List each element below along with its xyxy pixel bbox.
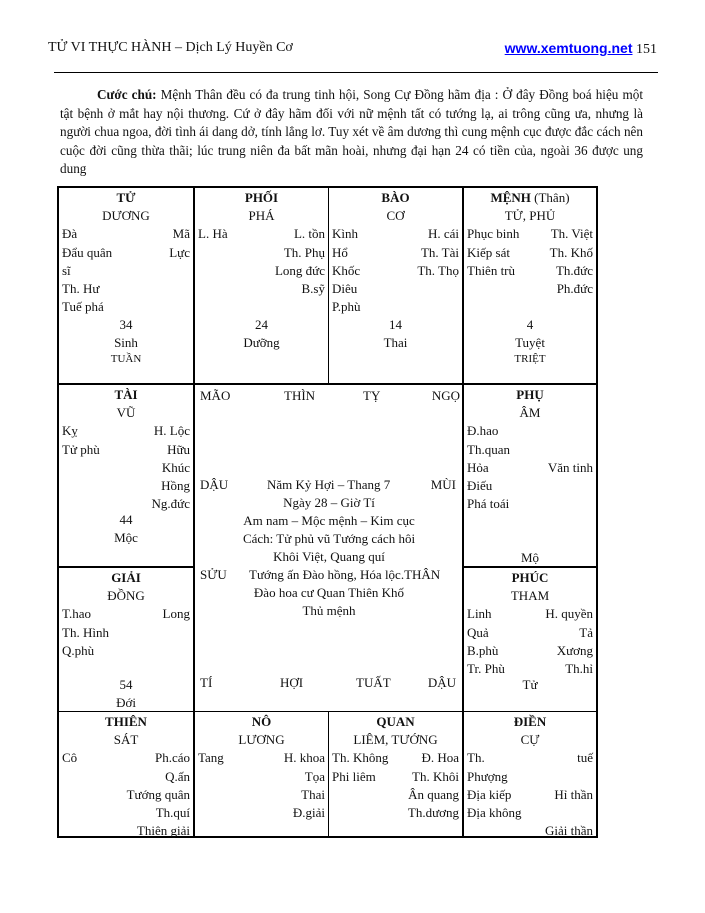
star-left: Linh bbox=[467, 606, 492, 622]
branch-thin: THÌN bbox=[284, 388, 316, 403]
footnote bbox=[60, 86, 643, 179]
star-row bbox=[59, 280, 193, 298]
star-left: Hổ bbox=[332, 244, 348, 260]
star-row bbox=[464, 822, 596, 840]
star-row bbox=[329, 804, 462, 822]
palace-name: TỬ bbox=[116, 190, 136, 205]
life-stage: Đới bbox=[116, 695, 136, 711]
star-left: Tử phù bbox=[62, 441, 100, 457]
palace-phuc bbox=[464, 568, 596, 711]
center-line-3: Am nam – Mộc mệnh – Kim cục bbox=[243, 513, 415, 528]
star-right: Th.quí bbox=[155, 805, 190, 821]
star-right: Th.hỉ bbox=[565, 661, 593, 677]
life-stage: Mộ bbox=[520, 550, 540, 565]
star-left: Diêu bbox=[332, 281, 358, 297]
star-row bbox=[464, 459, 596, 477]
major-star: LƯƠNG bbox=[238, 732, 285, 748]
star-row bbox=[329, 786, 462, 804]
star-right: Ph.đức bbox=[556, 281, 593, 297]
major-star: VŨ bbox=[116, 405, 136, 421]
life-stage: Dưỡng bbox=[243, 335, 280, 351]
star-right: tuế bbox=[577, 750, 593, 766]
star-left: Địa không bbox=[467, 805, 522, 821]
star-left: Quả bbox=[467, 624, 489, 640]
palace-phu bbox=[464, 385, 596, 566]
branch-mao: MÃO bbox=[200, 388, 231, 403]
star-right: Th. Khôi bbox=[412, 768, 459, 784]
page-header bbox=[48, 40, 657, 60]
star-right: Mã bbox=[172, 226, 190, 242]
star-right: Xương bbox=[556, 642, 593, 658]
palace-name: PHỤ bbox=[516, 387, 544, 402]
star-left: Cô bbox=[62, 750, 78, 766]
star-row bbox=[59, 749, 193, 767]
star-left: Đà bbox=[62, 226, 78, 242]
palace-dien bbox=[464, 712, 596, 839]
star-left: Phi liêm bbox=[332, 768, 376, 784]
star-right: Khúc bbox=[161, 459, 190, 475]
star-row bbox=[464, 280, 596, 298]
star-row bbox=[464, 477, 596, 495]
star-right: L. tồn bbox=[293, 226, 325, 242]
star-right: Tả bbox=[579, 624, 593, 640]
star-row bbox=[464, 441, 596, 459]
star-left: Th. bbox=[467, 750, 485, 766]
star-right: Th.đức bbox=[555, 262, 593, 278]
star-right: Ng.đức bbox=[151, 496, 190, 512]
star-left: Phá toái bbox=[467, 496, 510, 512]
star-right: Hữu bbox=[167, 441, 190, 457]
branch-tuat: TUẤT bbox=[356, 675, 391, 690]
website-link[interactable]: www.xemtuong.net bbox=[504, 40, 633, 56]
void-mark: TRIỆT bbox=[514, 353, 546, 366]
star-row bbox=[329, 262, 462, 280]
star-left: Điếu bbox=[467, 478, 493, 494]
center-line-1: Năm Kỷ Hợi – Thang 7 bbox=[267, 477, 391, 492]
star-row bbox=[464, 495, 596, 513]
star-right: Th. Khố bbox=[549, 244, 593, 260]
major-star: THAM bbox=[510, 588, 550, 604]
star-row bbox=[59, 459, 193, 477]
palace-giai bbox=[59, 568, 193, 711]
major-star: CỰ bbox=[520, 732, 540, 748]
branch-ngo: NGỌ bbox=[431, 388, 460, 403]
star-right: H. quyền bbox=[545, 606, 593, 622]
life-stage: Tử bbox=[522, 677, 538, 692]
header-right bbox=[505, 40, 657, 58]
star-right: Đ. Hoa bbox=[421, 750, 459, 766]
branch-than: THÂN bbox=[404, 567, 441, 582]
star-row bbox=[195, 786, 328, 804]
star-left: Q.phù bbox=[62, 642, 95, 658]
palace-name: PHỐI bbox=[244, 190, 279, 205]
star-left: Tr. Phù bbox=[467, 661, 505, 677]
star-right: Long bbox=[162, 606, 190, 622]
star-row bbox=[329, 749, 462, 767]
star-left: T.hao bbox=[62, 606, 91, 622]
palace-name: MỆNH (Thân) bbox=[490, 190, 570, 205]
star-row bbox=[195, 804, 328, 822]
star-right: Hỉ thần bbox=[554, 786, 593, 802]
palace-quan bbox=[329, 712, 462, 836]
decade-age: 44 bbox=[119, 512, 133, 527]
major-star: DƯƠNG bbox=[102, 208, 150, 224]
major-star: CƠ bbox=[386, 208, 405, 224]
star-left: Đ.hao bbox=[467, 423, 499, 439]
star-row bbox=[59, 768, 193, 786]
star-row bbox=[59, 642, 193, 660]
book-title: TỬ VI THỰC HÀNH – Dịch Lý Huyền Cơ bbox=[48, 40, 293, 55]
star-row bbox=[59, 262, 193, 280]
star-row bbox=[464, 225, 596, 243]
star-row bbox=[329, 280, 462, 298]
palace-name: THIÊN bbox=[105, 714, 147, 729]
star-left: Th. Hư bbox=[62, 281, 100, 297]
star-row bbox=[59, 624, 193, 642]
star-row bbox=[329, 225, 462, 243]
star-right: Long đức bbox=[274, 262, 325, 278]
star-left: Th.quan bbox=[467, 441, 510, 457]
star-row bbox=[195, 749, 328, 767]
major-star: LIÊM, TƯỚNG bbox=[353, 732, 438, 748]
star-row bbox=[464, 768, 596, 786]
star-row bbox=[59, 244, 193, 262]
star-row bbox=[464, 642, 596, 660]
star-left: sĩ bbox=[62, 262, 71, 278]
star-row bbox=[59, 225, 193, 243]
star-row bbox=[329, 244, 462, 262]
branch-suu: SỬU bbox=[200, 567, 227, 582]
life-stage: Mộc bbox=[114, 530, 138, 546]
star-row bbox=[59, 786, 193, 804]
star-right: Tọa bbox=[304, 768, 325, 784]
star-left: Tuế phá bbox=[62, 299, 104, 315]
star-left: B.phù bbox=[467, 642, 499, 658]
star-left: Th. Không bbox=[332, 750, 389, 766]
star-row bbox=[195, 262, 328, 280]
palace-name: GIẢI bbox=[111, 570, 141, 585]
horoscope-chart bbox=[57, 186, 598, 838]
star-right: Đ.giải bbox=[292, 805, 325, 821]
star-row bbox=[464, 786, 596, 804]
star-right: Văn tinh bbox=[547, 459, 593, 475]
star-row bbox=[59, 477, 193, 495]
major-star: SÁT bbox=[113, 732, 139, 748]
major-star: ÂM bbox=[519, 405, 541, 421]
star-right: H. Lộc bbox=[153, 423, 190, 439]
decade-age: 14 bbox=[389, 317, 402, 332]
star-row bbox=[464, 422, 596, 440]
star-right: Ân quang bbox=[408, 786, 459, 802]
star-right: B.sỹ bbox=[301, 281, 325, 297]
palace-name: PHÚC bbox=[511, 570, 549, 585]
star-right: Th. Phụ bbox=[283, 244, 325, 260]
star-row bbox=[195, 280, 328, 298]
star-left: Hỏa bbox=[467, 459, 489, 475]
branch-dau-bottom: DẬU bbox=[427, 675, 456, 690]
branch-mui: MÙI bbox=[430, 477, 456, 492]
star-right: Tướng quân bbox=[126, 786, 190, 802]
star-row bbox=[464, 605, 596, 623]
palace-name: QUAN bbox=[376, 714, 415, 729]
star-row bbox=[195, 244, 328, 262]
star-left: Kỵ bbox=[62, 423, 78, 439]
palace-tai bbox=[59, 385, 193, 566]
palace-name: BÀO bbox=[381, 190, 410, 205]
star-row bbox=[329, 298, 462, 316]
life-stage: Tuyệt bbox=[515, 335, 545, 351]
star-row bbox=[195, 225, 328, 243]
star-right: Thiên giải bbox=[136, 823, 190, 839]
star-right: Giải thần bbox=[544, 823, 593, 839]
center-line-8: Thủ mệnh bbox=[302, 603, 356, 618]
major-star: ĐỒNG bbox=[107, 588, 145, 604]
star-left: Tang bbox=[198, 750, 224, 766]
star-left: Khốc bbox=[332, 262, 361, 278]
star-row bbox=[59, 605, 193, 623]
palace-name: NÔ bbox=[251, 714, 272, 729]
decade-age: 4 bbox=[526, 317, 534, 332]
major-star: PHÁ bbox=[248, 208, 275, 224]
star-right: H. khoa bbox=[283, 750, 325, 766]
star-row bbox=[59, 822, 193, 840]
decade-age: 34 bbox=[119, 317, 133, 332]
star-row bbox=[464, 624, 596, 642]
star-row bbox=[329, 768, 462, 786]
star-right: Th.dương bbox=[407, 805, 459, 821]
star-right: Thai bbox=[301, 786, 325, 802]
life-stage: Sinh bbox=[114, 335, 138, 351]
palace-name: ĐIỀN bbox=[513, 714, 547, 729]
palace-menh bbox=[464, 188, 596, 383]
center-line-5: Khôi Việt, Quang quí bbox=[273, 549, 385, 564]
star-left: Phục binh bbox=[467, 226, 520, 242]
star-row bbox=[464, 804, 596, 822]
center-line-6: Tướng ấn Đào hồng, Hóa lộc.THÂN bbox=[249, 567, 441, 582]
star-left: P.phù bbox=[332, 299, 361, 315]
star-left: Kình bbox=[332, 226, 358, 242]
branch-ti: TÍ bbox=[200, 675, 213, 690]
star-row bbox=[59, 441, 193, 459]
life-stage: Thai bbox=[383, 335, 408, 351]
star-left: Phượng bbox=[467, 768, 508, 784]
star-row bbox=[464, 262, 596, 280]
star-right: Th. Thọ bbox=[417, 262, 459, 278]
star-row bbox=[195, 768, 328, 786]
star-row bbox=[464, 244, 596, 262]
star-right: Q.ấn bbox=[165, 768, 190, 784]
branch-ty: TỴ bbox=[363, 388, 381, 403]
star-right: Th. Tài bbox=[420, 244, 459, 260]
note-text: Mệnh Thân đều có đa trung tinh hội, Song Cự Đồng hãm địa : Ở đây Đồng boá hiệu một tật bệnh ở mắt hay nội thương. Cứ ở đây hãm đối với nữ mệnh tất có tướng lạ, ai trông cũng ưa, nhưng là người chua ngoa, đời tình ái dang dở, tính lẳng lơ. Tuy xét về âm dương thì cung mệnh cục được đắc cách nên cuộc đời cũng thừa thãi; lúc trung niên đa bất mãn hoài, nhưng đại hạn 24 có tiền của, ngoài 36 được ung dung bbox=[60, 87, 643, 177]
star-left: Th. Hình bbox=[62, 624, 109, 640]
star-left: Đẩu quân bbox=[62, 244, 113, 260]
center-line-7: Đào hoa cư Quan Thiên Khố bbox=[253, 585, 405, 600]
center-line-4: Cách: Tử phủ vũ Tướng cách hôi bbox=[242, 531, 416, 546]
star-row bbox=[59, 422, 193, 440]
star-left: Thiên trù bbox=[467, 262, 516, 278]
star-left: L. Hà bbox=[198, 226, 228, 242]
star-right: H. cái bbox=[427, 226, 459, 242]
star-right: Hồng bbox=[161, 478, 190, 494]
palace-bao bbox=[329, 188, 462, 383]
palace-thien bbox=[59, 712, 193, 839]
branch-dau: DẬU bbox=[200, 477, 229, 492]
star-row bbox=[464, 749, 596, 767]
star-row bbox=[59, 804, 193, 822]
star-right: Lực bbox=[169, 244, 190, 260]
decade-age: 54 bbox=[119, 677, 133, 692]
palace-tu bbox=[59, 188, 193, 383]
chart-center bbox=[196, 385, 462, 710]
header-rule bbox=[54, 72, 658, 73]
star-left: Kiếp sát bbox=[467, 244, 510, 260]
page-number: 151 bbox=[636, 42, 657, 57]
decade-age: 24 bbox=[255, 317, 268, 332]
palace-name: TÀI bbox=[114, 387, 138, 402]
major-star: TỬ, PHỦ bbox=[504, 208, 556, 224]
center-line-2: Ngày 28 – Giờ Tí bbox=[283, 495, 375, 510]
palace-no bbox=[195, 712, 328, 836]
star-row bbox=[59, 298, 193, 316]
star-right: Ph.cáo bbox=[154, 750, 190, 766]
star-right: Th. Việt bbox=[550, 226, 593, 242]
palace-phoi bbox=[195, 188, 328, 383]
branch-hoi: HỢI bbox=[280, 675, 304, 690]
star-left: Địa kiếp bbox=[467, 786, 512, 802]
void-mark: TUẦN bbox=[110, 353, 142, 366]
note-label: Cước chú: bbox=[97, 87, 157, 102]
